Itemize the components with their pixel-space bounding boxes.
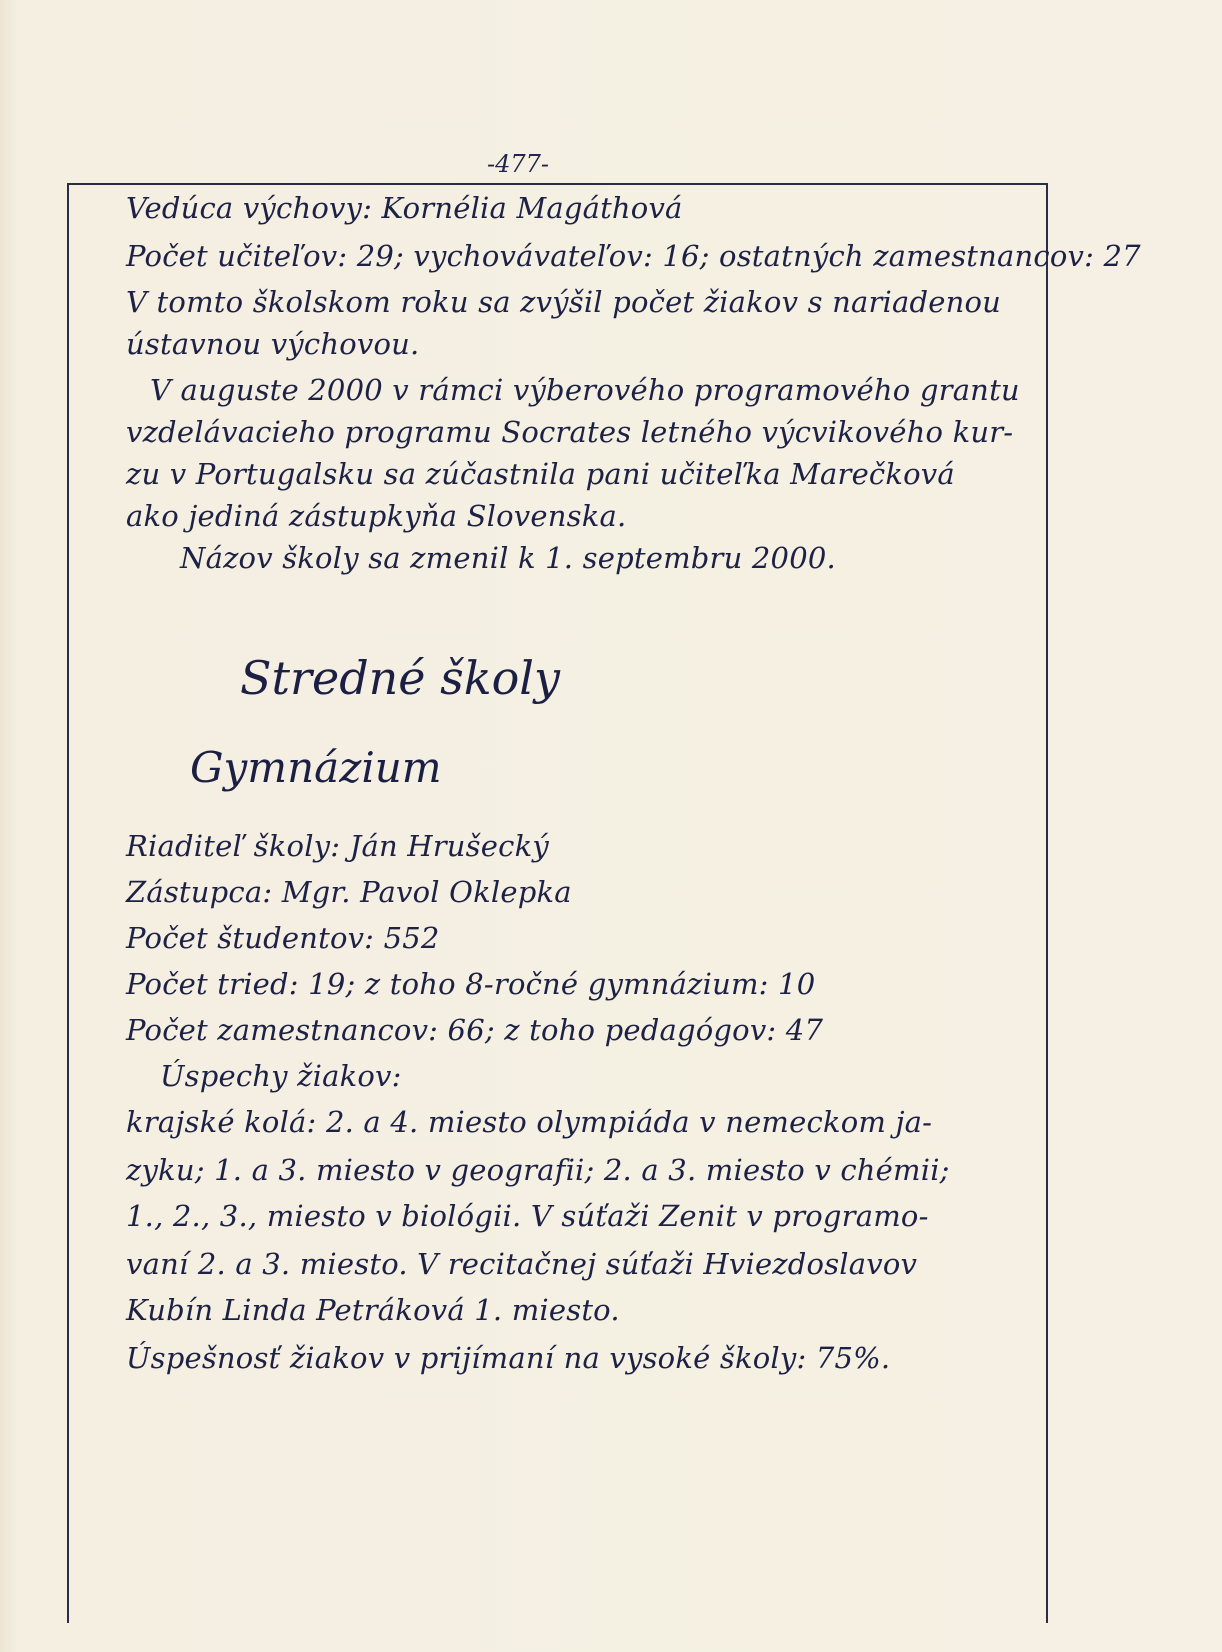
gym-line: Riaditeľ školy: Ján Hrušecký xyxy=(126,829,549,863)
text-line: vzdelávacieho programu Socrates letného výcvikového kur- xyxy=(126,415,1014,449)
text-line: ústavnou výchovou. xyxy=(126,327,420,361)
text-line: ako jediná zástupkyňa Slovenska. xyxy=(126,499,627,533)
gym-line: Úspešnosť žiakov v prijímaní na vysoké školy: 75%. xyxy=(126,1341,891,1375)
gym-line: zyku; 1. a 3. miesto v geografii; 2. a 3. miesto v chémii; xyxy=(126,1153,950,1187)
text-line: V tomto školskom roku sa zvýšil počet žiakov s nariadenou xyxy=(126,285,1002,319)
text-line: V auguste 2000 v rámci výberového programového grantu xyxy=(150,373,1020,407)
gym-line: 1., 2., 3., miesto v biológii. V súťaži Zenit v programo- xyxy=(126,1199,929,1233)
gym-line: krajské kolá: 2. a 4. miesto olympiáda v nemeckom ja- xyxy=(126,1105,933,1139)
text-line: Vedúca výchovy: Kornélia Magáthová xyxy=(126,191,683,225)
text-line: zu v Portugalsku sa zúčastnila pani učiteľka Marečková xyxy=(126,457,955,491)
text-line: Názov školy sa zmenil k 1. septembru 2000. xyxy=(180,541,836,575)
gym-line: Úspechy žiakov: xyxy=(160,1059,402,1093)
gym-line: Počet zamestnancov: 66; z toho pedagógov: 47 xyxy=(126,1013,824,1047)
gym-line: Počet študentov: 552 xyxy=(126,921,440,955)
gym-line: Počet tried: 19; z toho 8-ročné gymnázium: 10 xyxy=(126,967,816,1001)
gym-line: Zástupca: Mgr. Pavol Oklepka xyxy=(126,875,572,909)
text-line: Počet učiteľov: 29; vychovávateľov: 16; ostatných zamestnancov: 27 xyxy=(126,239,1141,273)
page-number: -477- xyxy=(486,150,550,178)
section-heading: Stredné školy xyxy=(240,651,561,705)
gym-line: Kubín Linda Petráková 1. miesto. xyxy=(126,1293,620,1327)
gym-line: vaní 2. a 3. miesto. V recitačnej súťaži Hviezdoslavov xyxy=(126,1247,918,1281)
subsection-heading: Gymnázium xyxy=(190,743,442,792)
